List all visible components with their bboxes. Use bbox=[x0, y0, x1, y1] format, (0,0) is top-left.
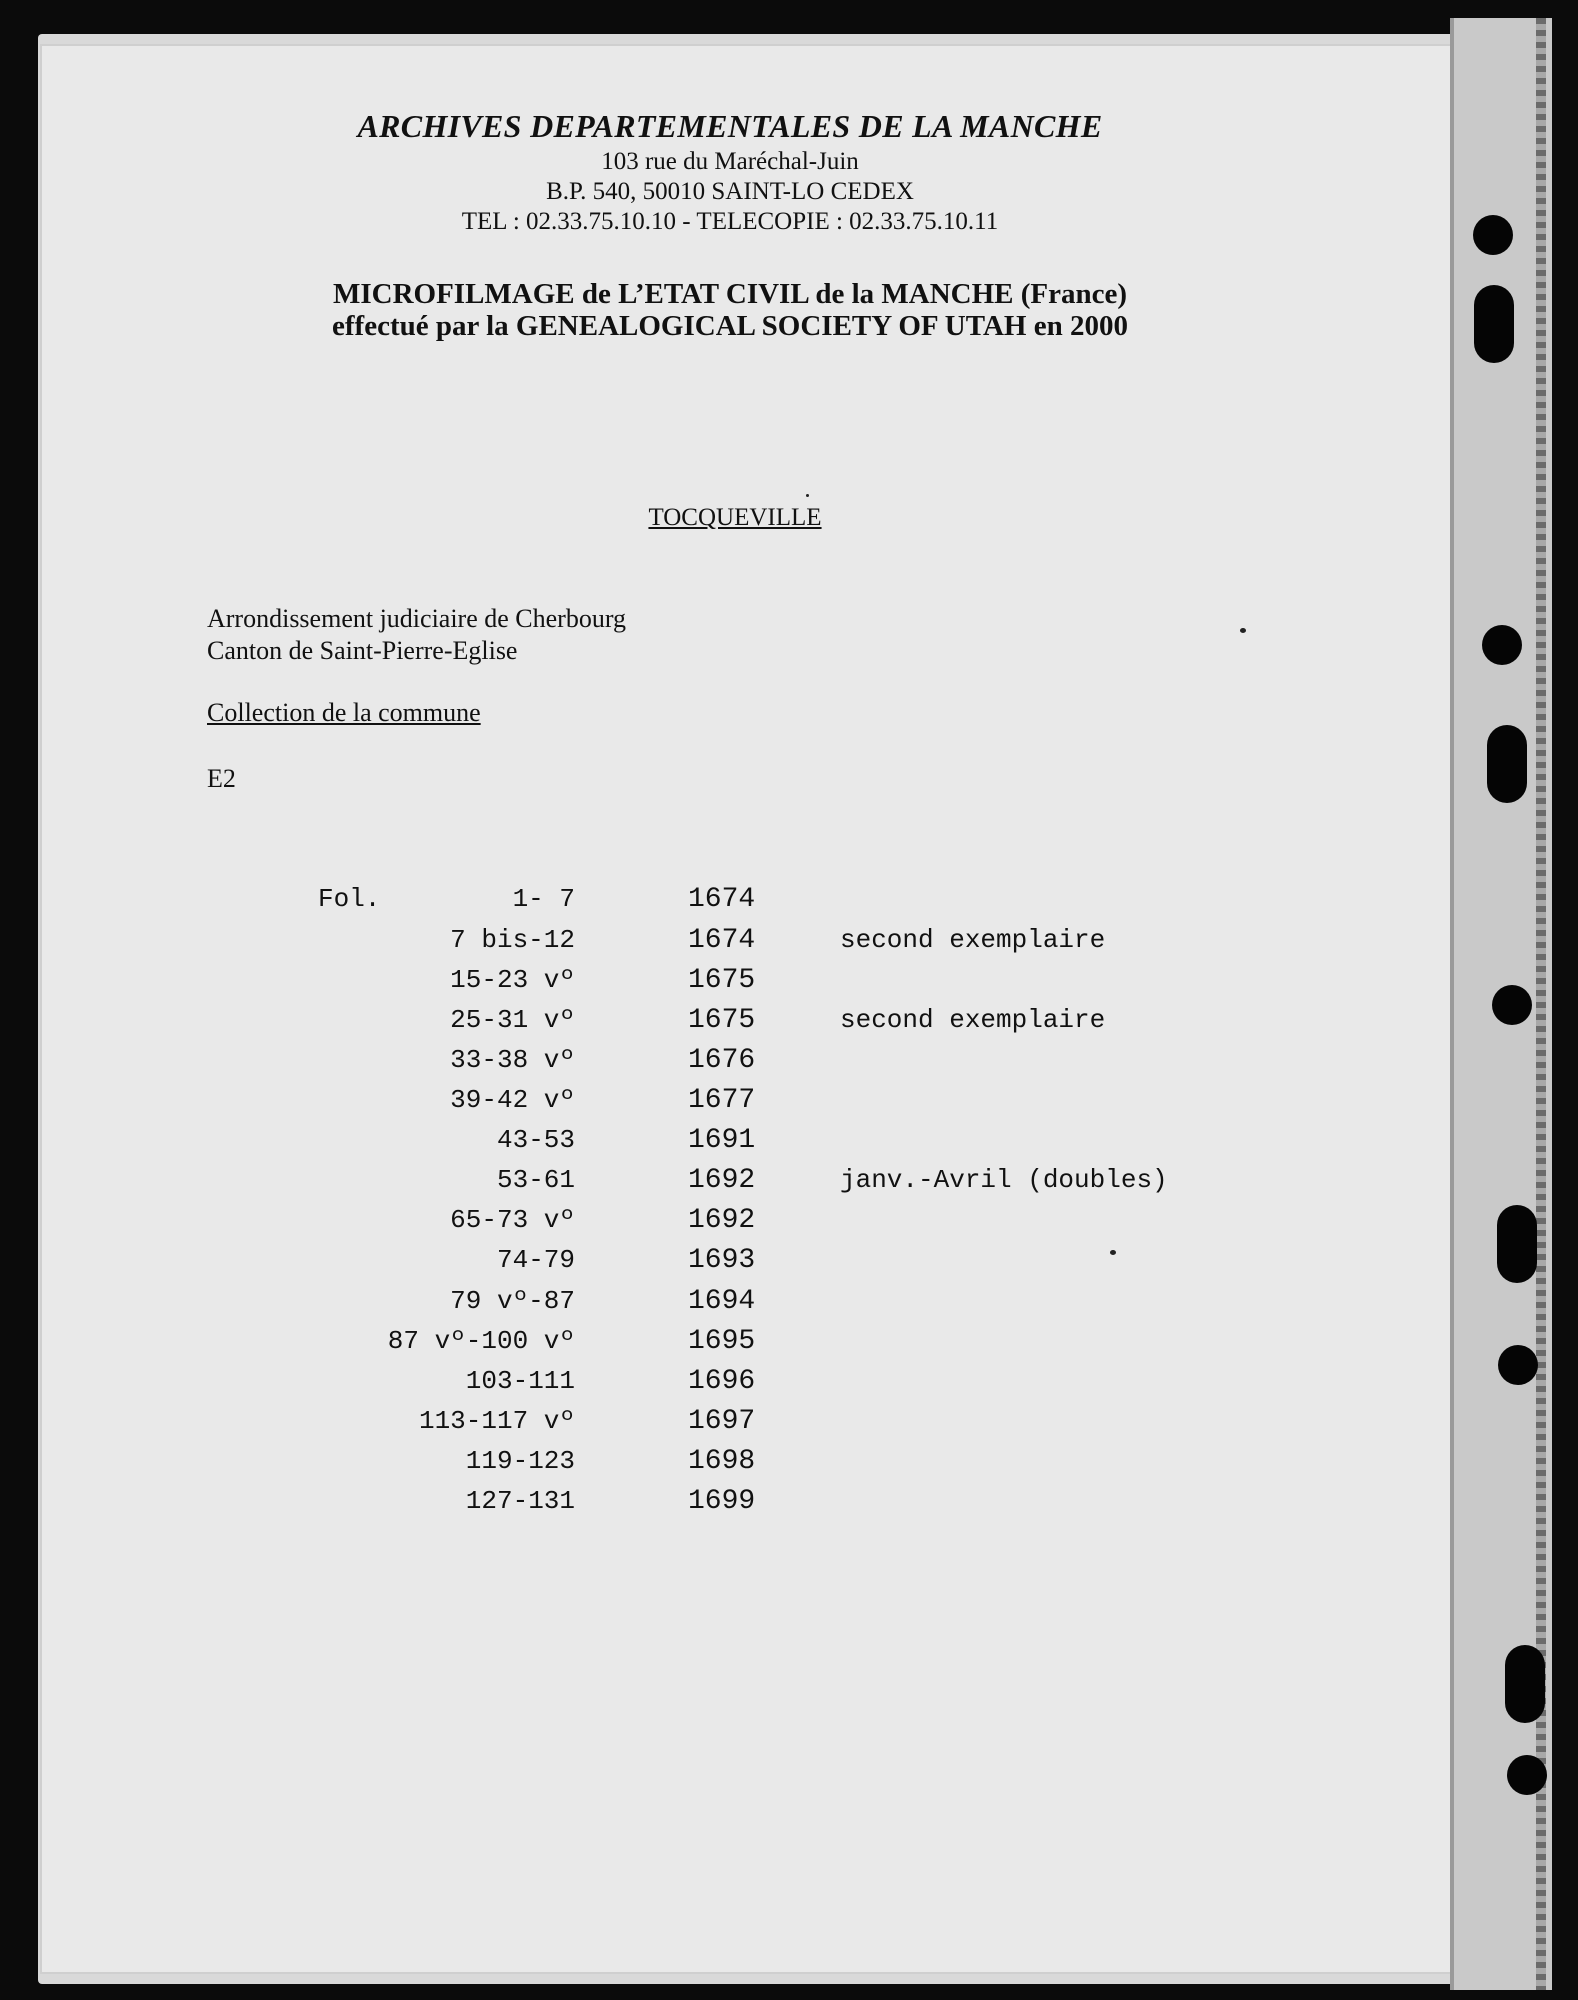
table-row-year: 1677 bbox=[688, 1085, 756, 1116]
collection-heading: Collection de la commune bbox=[207, 698, 481, 727]
address-line-2: B.P. 540, 50010 SAINT-LO CEDEX bbox=[546, 178, 914, 205]
table-row-year: 1674 bbox=[688, 925, 756, 956]
table-row-year: 1693 bbox=[688, 1245, 756, 1276]
table-row-year: 1694 bbox=[688, 1286, 756, 1317]
table-row-folios: 74-79 bbox=[496, 1245, 575, 1275]
table-row-year: 1675 bbox=[688, 965, 756, 996]
table-row-folios: 65-73 vº bbox=[450, 1205, 575, 1235]
table-row-year: 1698 bbox=[688, 1446, 756, 1477]
table-row-year: 1691 bbox=[688, 1125, 756, 1156]
table-row-folios: 39-42 vº bbox=[450, 1085, 575, 1115]
ink-speck bbox=[1240, 628, 1246, 633]
table-row-folios: 33-38 vº bbox=[450, 1045, 575, 1075]
arrondissement-line: Arrondissement judiciaire de Cherbourg bbox=[207, 604, 627, 633]
folio-prefix: Fol. bbox=[318, 884, 381, 914]
table-row-folios: 119-123 bbox=[465, 1446, 575, 1476]
ink-speck bbox=[806, 494, 809, 497]
table-row-folios: 53-61 bbox=[496, 1165, 575, 1195]
table-row-year: 1695 bbox=[688, 1326, 756, 1357]
series-code: E2 bbox=[207, 764, 236, 793]
table-row-folios: 87 vº-100 vº bbox=[387, 1326, 575, 1356]
commune-name: TOCQUEVILLE bbox=[648, 504, 822, 531]
headline-line-2: effectué par la GENEALOGICAL SOCIETY OF UTAH en 2000 bbox=[332, 310, 1128, 342]
table-row-year: 1674 bbox=[688, 884, 756, 915]
table-row-year: 1697 bbox=[688, 1406, 756, 1437]
table-row-year: 1699 bbox=[688, 1486, 756, 1517]
ink-speck bbox=[1110, 1250, 1116, 1255]
table-row-note: second exemplaire bbox=[840, 1005, 1106, 1035]
table-row-note: second exemplaire bbox=[840, 925, 1106, 955]
table-row-year: 1675 bbox=[688, 1005, 756, 1036]
table-row-year: 1676 bbox=[688, 1045, 756, 1076]
table-row-year: 1692 bbox=[688, 1205, 756, 1236]
table-row-folios: 43-53 bbox=[496, 1125, 575, 1155]
table-row-folios: 7 bis-12 bbox=[450, 925, 575, 955]
table-row-folios: 79 vº-87 bbox=[450, 1286, 575, 1316]
table-row-folios: 1- 7 bbox=[512, 884, 575, 914]
institution-title: ARCHIVES DEPARTEMENTALES DE LA MANCHE bbox=[357, 108, 1103, 144]
address-line-1: 103 rue du Maréchal-Juin bbox=[601, 148, 859, 175]
table-row-folios: 15-23 vº bbox=[450, 965, 575, 995]
headline-line-1: MICROFILMAGE de L’ETAT CIVIL de la MANCHE (France) bbox=[332, 278, 1128, 310]
table-row-note: janv.-Avril (doubles) bbox=[840, 1165, 1168, 1195]
table-row-folios: 127-131 bbox=[465, 1486, 575, 1516]
table-row-year: 1696 bbox=[688, 1366, 756, 1397]
table-row-folios: 103-111 bbox=[465, 1366, 575, 1396]
canton-line: Canton de Saint-Pierre-Eglise bbox=[207, 636, 518, 665]
contact-line: TEL : 02.33.75.10.10 - TELECOPIE : 02.33.75.10.11 bbox=[461, 208, 999, 235]
table-row-year: 1692 bbox=[688, 1165, 756, 1196]
table-row-folios: 113-117 vº bbox=[418, 1406, 575, 1436]
table-row-folios: 25-31 vº bbox=[450, 1005, 575, 1035]
